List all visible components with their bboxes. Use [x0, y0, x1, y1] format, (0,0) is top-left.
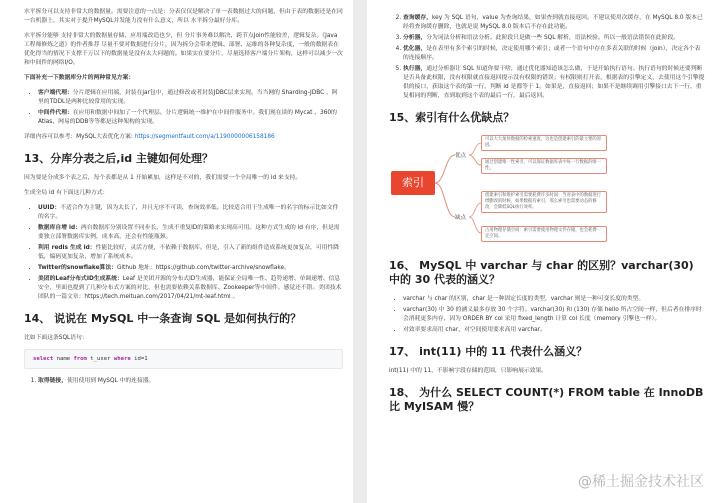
paragraph: int(11) 中的 11，不影响字段存储的范围，只影响展示效果。 [389, 368, 548, 374]
list-item: • varchar 与 char 的区别，char 是一种固定长度的类型，varchar 则是一种可变长度的类型。 [403, 295, 706, 304]
list-item [403, 14, 706, 32]
term: 数据库自增 id： [38, 225, 81, 231]
desc: Github 地址：https://github.com/twitter-archive/snowflake。 [116, 265, 290, 271]
desc: 分片逻辑在应用端，封装在jar包中，通过修改或者封装JDBC层来实现。当当网的 Sharding-JDBC 、阿里的TDDL是两种比较常用的实现。 [38, 90, 338, 105]
list-item [403, 65, 706, 101]
desc: 通过分析器让 SQL 知道你要干啥，通过优化器知道该怎么做，于是开始执行语句。执行语句的时候还要判断是否具备此权限，没有权限就直接返回提示没有权限的错误；有权限则打开表，根据表的引擎定义，去使用这个引擎提供的接口，获取这个表的第一行，判断 id 是都等于 1。如果是，直接返回；如果不是继续调用引擎接口去下一行，重复相同的判断，直到取到这个表的最后一行，最后返回。 [403, 66, 705, 99]
index-mindmap [389, 133, 609, 249]
paragraph: 水平拆分可以支持非常大的数据量。需要注意的一点是：分表仅仅是解决了单一表数据过大的问题，但由于表的数据还是在同一台机器上，其实对于提升MySQL并发能力没有什么意义，所以 水平拆分最好分库。 [24, 9, 343, 24]
paragraph: 因为要是分成多个表之后，每个表都是从 1 开始累加，这样是不对的，我们需要一个全局唯一的 id 来支持。 [24, 175, 302, 181]
desc: 使用使用到 MySQL 中的连接器。 [67, 378, 155, 384]
term: 查询缓存， [403, 15, 432, 21]
mindmap-root: 索引 [391, 171, 435, 195]
sql-keyword: from [73, 356, 87, 362]
heading-13: 13、分库分表之后,id 主键如何处理？ [24, 152, 213, 165]
sql-text: t_user [86, 356, 114, 362]
term: 美团的Leaf分布式ID生成系统： [38, 276, 123, 282]
list-item [38, 89, 343, 107]
desc: key 为 SQL 语句，value 为查询结果，如果查到就直接返回。不建议使用次缓存，在 MySQL 8.0 版本已经将查询缓存删除，也就是说 MySQL 8.0 版本后不存在此功能。 [403, 15, 703, 30]
list-item [38, 275, 343, 302]
desc: 性能比较好，灵活方便，不依赖于数据库。但是，引入了新的组件造成系统更加复杂，可用性降低，编码更加复杂，增加了系统成本。 [38, 245, 340, 260]
mindmap-advantages-label: 优点 [455, 153, 467, 159]
list-item [403, 45, 706, 63]
varchar-list [389, 295, 706, 335]
term: 客户端代理： [38, 90, 73, 96]
term: 优化器， [403, 46, 427, 52]
desc: Leaf 是美团开源的分布式ID生成器，能保证全局唯一性、趋势递增、单调递增、信息安全，里面也提到了几种分布式方案的对比，但也需要依赖关系数据库、Zookeeper等中间件。感觉还不错。美团技术团队的一篇文章：https://tech.meituan.com/2017/04/21/mt-leaf.html 。 [38, 276, 342, 300]
term: 利用 redis 生成 id： [38, 245, 96, 251]
term: 执行器， [403, 66, 427, 72]
heading-18: 18、 为什么 SELECT COUNT(*) FROM table 在 InnoDB 比 MyISAM 慢？ [389, 386, 704, 413]
reference [24, 133, 343, 142]
left-page [0, 0, 353, 503]
bold-text: 下面补充一下数据库分片的两种常见方案： [24, 75, 135, 81]
term: Twitter的snowflake算法： [38, 265, 117, 271]
list-item [38, 109, 343, 127]
list-item [38, 204, 343, 222]
heading-15: 15、索引有什么优缺点？ [389, 111, 515, 124]
list-item: • 对效率要求高用 char，对空间使用要求高用 varchar。 [403, 326, 706, 335]
sql-text: name [53, 356, 74, 362]
execution-steps-start [24, 377, 343, 386]
list-item [38, 377, 343, 386]
desc: 分为词法分析和语法分析。此阶段只是做一些 SQL 解析，语法校验。所以一般语法错误在此阶段。 [426, 35, 680, 41]
mindmap-node: 可以大大加快数据的检索速度，这也是创建索引的最主要的原因。 [481, 135, 607, 151]
sql-keyword: where [113, 356, 131, 362]
term: 取得链接， [38, 378, 67, 384]
desc: 在应用和数据中间加了一个代理层。分片逻辑统一维护在中间件服务中。我们现在谈的 Mycat 、360的Atlas、网易的DDB等等都是这种架构的实现。 [38, 110, 337, 125]
sharding-scheme-list [24, 89, 343, 127]
reference-prefix: 详细内容可以参考：MySQL大表优化方案: [24, 134, 135, 140]
reference-link[interactable]: https://segmentfault.com/a/1190000006158186 [134, 134, 275, 140]
term: 分析器， [403, 35, 427, 41]
heading-17: 17、 int(11) 中的 11 代表什么涵义？ [389, 345, 588, 358]
sql-text: id=1 [130, 356, 148, 362]
list-item [38, 224, 343, 242]
list-item [403, 34, 706, 43]
sql-keyword: select [33, 356, 54, 362]
mindmap-node: 通过创建唯一性索引，可以保证数据库表中每一行数据的唯一性。 [481, 158, 607, 174]
list-item [38, 244, 343, 262]
sql-code-block [24, 349, 343, 369]
term: UUID： [38, 205, 61, 211]
desc: 两台数据库分别设置不同步长，生成不重复ID的策略来实现高可用。这种方式生成的 id 有序，但是需要独立部署数据库实例，成本高，还会有性能瓶颈。 [38, 225, 340, 240]
list-item [38, 264, 343, 273]
desc: 不适合作为主键，因为太长了，并且无序不可读，查询效率低。比较适合用于生成唯一的名字的标示比如文件的名字。 [38, 205, 339, 220]
term: 中间件代理： [38, 110, 73, 116]
right-page [367, 0, 720, 503]
list-item: • varchar(30) 中 30 的涵义最多存放 30 个字符。varchar(30) 和 (130) 存储 hello 所占空间一样，但后者在排序时会消耗更多内存，因为 ORDER BY col 采用 fixed_length 计算 col 长度（memory 引擎也一样）。 [403, 306, 706, 324]
mindmap-node: 占用物理存储空间：索引需要使用物理文件存储，也会耗费一定空间。 [481, 226, 607, 242]
desc: 是在表里有多个索引的时候，决定使用哪个索引；或者一个语句中存在多表关联的时候（join），决定各个表的连接顺序。 [403, 46, 701, 61]
paragraph [24, 74, 343, 83]
paragraph: 生成全局 id 有下面这几种方式： [24, 190, 109, 196]
paragraph: 水平拆分能够 支持非常大的数据量存储，应用端改造也少，但 分片事务难以解决，跨节点Join性能较差，逻辑复杂。《Java工程师修炼之道》的作者推荐 尽量不要对数据进行分片，因为拆分会带来逻辑、部署、运维的各种复杂度，一般的数据表在优化得当的情况下支撑千万以下的数据量是没有太大问题的。如果实在要分片，尽量选择客户端分片架构，这样可以减少一次和中间件的网络I/O。 [24, 33, 343, 66]
paragraph: 比如下面这条SQL语句： [24, 335, 88, 341]
id-method-list [24, 204, 343, 302]
watermark: @稀土掘金技术社区 [578, 474, 704, 490]
mindmap-node: 创建索引和维护索引需要耗费许多时间：当对表中的数据进行增删改的时候，如果数据有索引，那么索引也需要动态的修改，会降低SQL执行效率。 [481, 191, 607, 213]
heading-14: 14、 说说在 MySQL 中一条查询 SQL 是如何执行的？ [24, 312, 302, 325]
heading-16: 16、 MySQL 中 varchar 与 char 的区别？varchar(30) 中的 30 代表的涵义？ [389, 259, 694, 286]
mindmap-disadvantages-label: 缺点 [455, 215, 467, 221]
execution-steps [389, 14, 706, 101]
